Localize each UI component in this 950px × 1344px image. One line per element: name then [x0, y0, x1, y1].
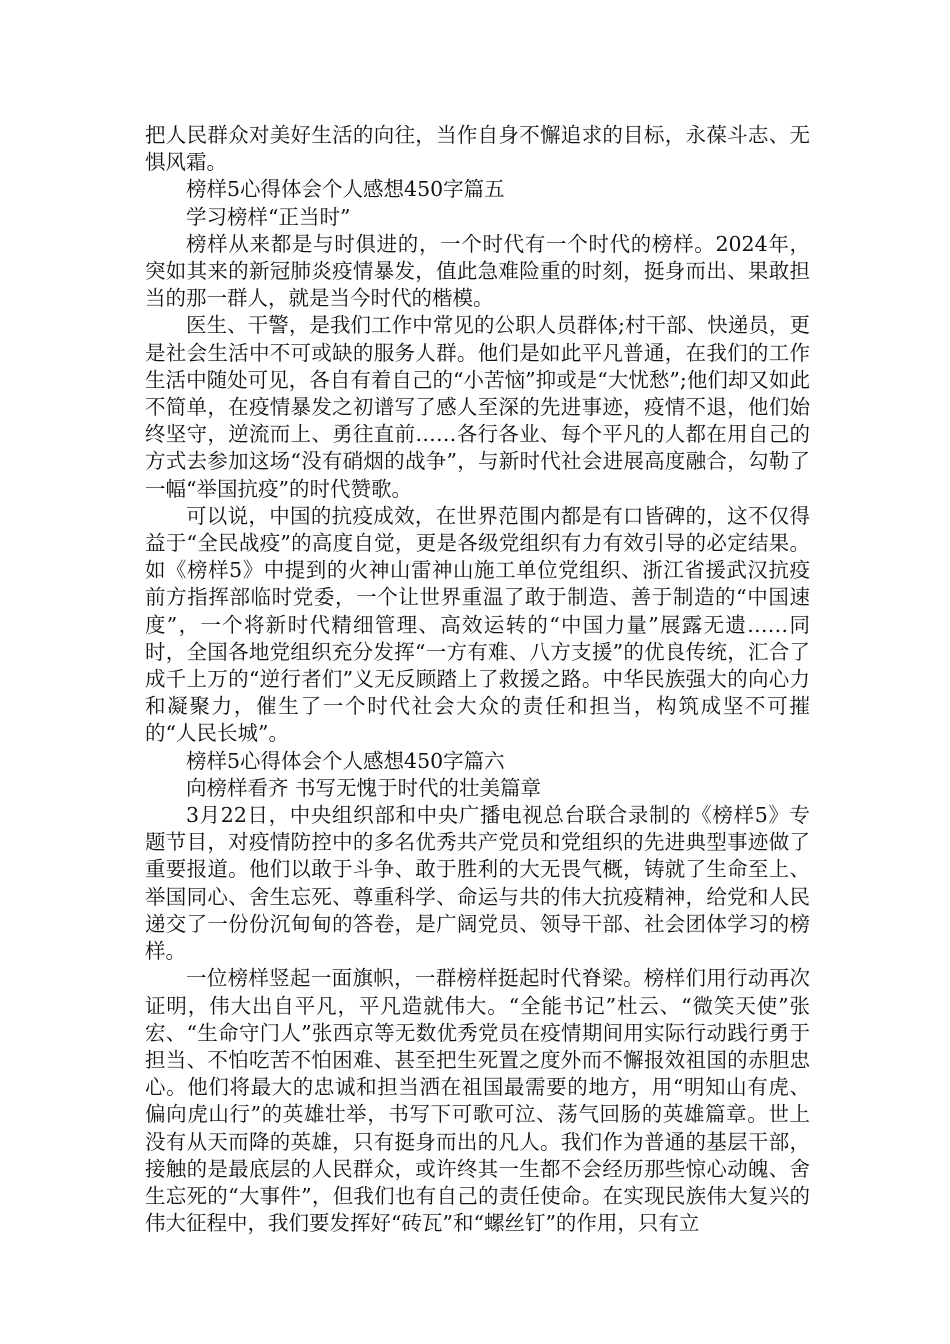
body-paragraph: 医生、干警，是我们工作中常见的公职人员群体;村干部、快递员，更是社会生活中不可或缺的服务人群。他们是如此平凡普通，在我们的工作生活中随处可见，各自有着自己的“小苦恼”抑或是“大忧愁”;他们却又如此不简单，在疫情暴发之初谱写了感人至深的先进事迹，疫情不退，他们始终坚守，逆流而上、勇往直前……各行各业、每个平凡的人都在用自己的方式去参加这场“没有硝烟的战争”，与新时代社会进展高度融合，勾勒了一幅“举国抗疫”的时代赞歌。	[145, 313, 810, 501]
section-heading-5: 榜样5心得体会个人感想450字篇五	[186, 177, 505, 202]
section-subtitle-5: 学习榜样“正当时”	[186, 204, 351, 229]
document-page	[145, 122, 810, 1237]
section-heading-6: 榜样5心得体会个人感想450字篇六	[186, 748, 505, 773]
body-paragraph: 一位榜样竖起一面旗帜，一群榜样挺起时代脊梁。榜样们用行动再次证明，伟大出自平凡，平凡造就伟大。“全能书记”杜云、“微笑天使”张宏、“生命守门人”张西京等无数优秀党员在疫情期间用实际行动践行勇于担当、不怕吃苦不怕困难、甚至把生死置之度外而不懈报效祖国的赤胆忠心。他们将最大的忠诚和担当洒在祖国最需要的地方，用“明知山有虎、偏向虎山行”的英雄壮举，书写下可歌可泣、荡气回肠的英雄篇章。世上没有从天而降的英雄，只有挺身而出的凡人。我们作为普通的基层干部，接触的是最底层的人民群众，或许终其一生都不会经历那些惊心动魄、舍生忘死的“大事件”，但我们也有自己的责任使命。在实现民族伟大复兴的伟大征程中，我们要发挥好“砖瓦”和“螺丝钉”的作用，只有立	[145, 966, 810, 1236]
paragraph-continued: 把人民群众对美好生活的向往，当作自身不懈追求的目标，永葆斗志、无惧风霜。	[145, 123, 810, 175]
body-paragraph: 榜样从来都是与时俱进的，一个时代有一个时代的榜样。2024年，突如其来的新冠肺炎疫情暴发，值此急难险重的时刻，挺身而出、果敢担当的那一群人，就是当今时代的楷模。	[145, 231, 810, 311]
section-subtitle-6: 向榜样看齐 书写无愧于时代的壮美篇章	[186, 775, 542, 800]
body-paragraph: 3月22日，中央组织部和中央广播电视总台联合录制的《榜样5》专题节目，对疫情防控中的多名优秀共产党员和党组织的先进典型事迹做了重要报道。他们以敢于斗争、敢于胜利的大无畏气概，铸就了生命至上、举国同心、舍生忘死、尊重科学、命运与共的伟大抗疫精神，给党和人民递交了一份份沉甸甸的答卷，是广阔党员、领导干部、社会团体学习的榜样。	[145, 803, 810, 964]
body-paragraph: 可以说，中国的抗疫成效，在世界范围内都是有口皆碑的，这不仅得益于“全民战疫”的高度自觉，更是各级党组织有力有效引导的必定结果。如《榜样5》中提到的火神山雷神山施工单位党组织、浙江省援武汉抗疫前方指挥部临时党委，一个让世界重温了敢于制造、善于制造的“中国速度”，一个将新时代精细管理、高效运转的“中国力量”展露无遗……同时，全国各地党组织充分发挥“一方有难、八方支援”的优良传统，汇合了成千上万的“逆行者们”义无反顾踏上了救援之路。中华民族强大的向心力和凝聚力，催生了一个时代社会大众的责任和担当，构筑成坚不可摧的“人民长城”。	[145, 503, 810, 746]
